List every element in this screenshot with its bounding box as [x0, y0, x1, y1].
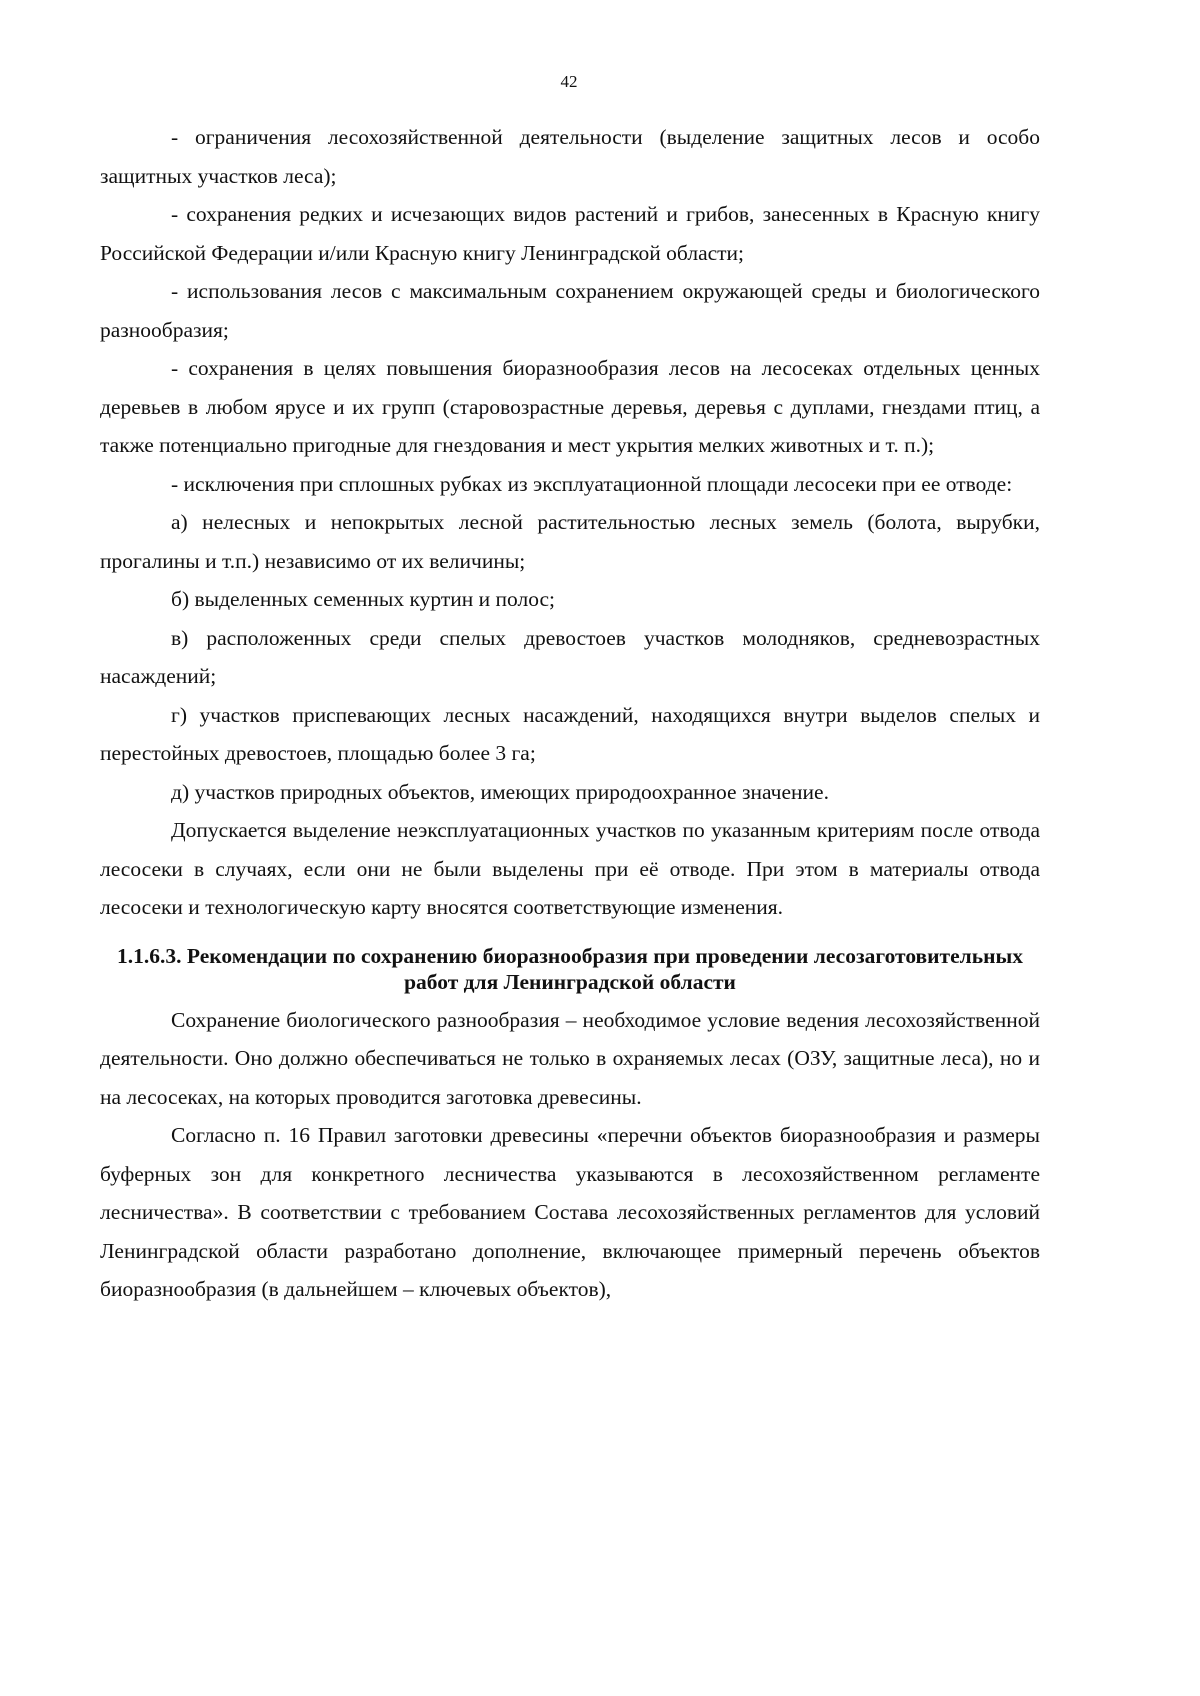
paragraph-rare-species: - сохранения редких и исчезающих видов растений и грибов, занесенных в Красную книгу Российской Федерации и/или Красную книгу Ленинградской области;	[100, 202, 1040, 265]
list-item-g: г) участков приспевающих лесных насаждений, находящихся внутри выделов спелых и перестойных древостоев, площадью более 3 га;	[100, 702, 1040, 765]
paragraph-exclusions: - исключения при сплошных рубках из эксплуатационной площади лесосеки при ее отводе:	[171, 471, 1013, 496]
page-number: 42	[560, 72, 578, 91]
list-item-a: а) нелесных и непокрытых лесной растительностью лесных земель (болота, вырубки, прогалины и т.п.) независимо от их величины;	[100, 510, 1040, 573]
section-heading: 1.1.6.3. Рекомендации по сохранению биоразнообразия при проведении лесозаготовительных работ для Ленинградской области	[117, 943, 1023, 994]
list-item-v: в) расположенных среди спелых древостоев участков молодняков, средневозрастных насаждений;	[100, 625, 1040, 688]
list-item-d: д) участков природных объектов, имеющих природоохранное значение.	[171, 779, 829, 804]
paragraph-forest-activity-restrictions: - ограничения лесохозяйственной деятельности (выделение защитных лесов и особо защитных участков леса);	[100, 125, 1040, 188]
page-body	[100, 118, 1040, 1309]
paragraph-harvesting-rules: Согласно п. 16 Правил заготовки древесины «перечни объектов биоразнообразия и размеры буферных зон для конкретного лесничества указываются в лесохозяйственном регламенте лесничества». В соответствии с требованием Состава лесохозяйственных регламентов для условий Ленинградской области разработано дополнение, включающее примерный перечень объектов биоразнообразия (в дальнейшем – ключевых объектов),	[100, 1123, 1040, 1301]
paragraph-valuable-trees: - сохранения в целях повышения биоразнообразия лесов на лесосеках отдельных ценных деревьев в любом ярусе и их групп (старовозрастные деревья, деревья с дуплами, гнездами птиц, а также потенциально пригодные для гнездования и мест укрытия мелких животных и т. п.);	[100, 356, 1040, 457]
list-item-b: б) выделенных семенных куртин и полос;	[171, 587, 556, 611]
paragraph-non-operational-areas: Допускается выделение неэксплуатационных участков по указанным критериям после отвода лесосеки в случаях, если они не были выделены при её отводе. При этом в материалы отвода лесосеки и технологическую карту вносятся соответствующие изменения.	[100, 818, 1040, 919]
paragraph-forest-use: - использования лесов с максимальным сохранением окружающей среды и биологического разнообразия;	[100, 279, 1040, 342]
paragraph-biodiversity-conservation: Сохранение биологического разнообразия – необходимое условие ведения лесохозяйственной деятельности. Оно должно обеспечиваться не только в охраняемых лесах (ОЗУ, защитные леса), но и на лесосеках, на которых проводится заготовка древесины.	[100, 1007, 1040, 1109]
